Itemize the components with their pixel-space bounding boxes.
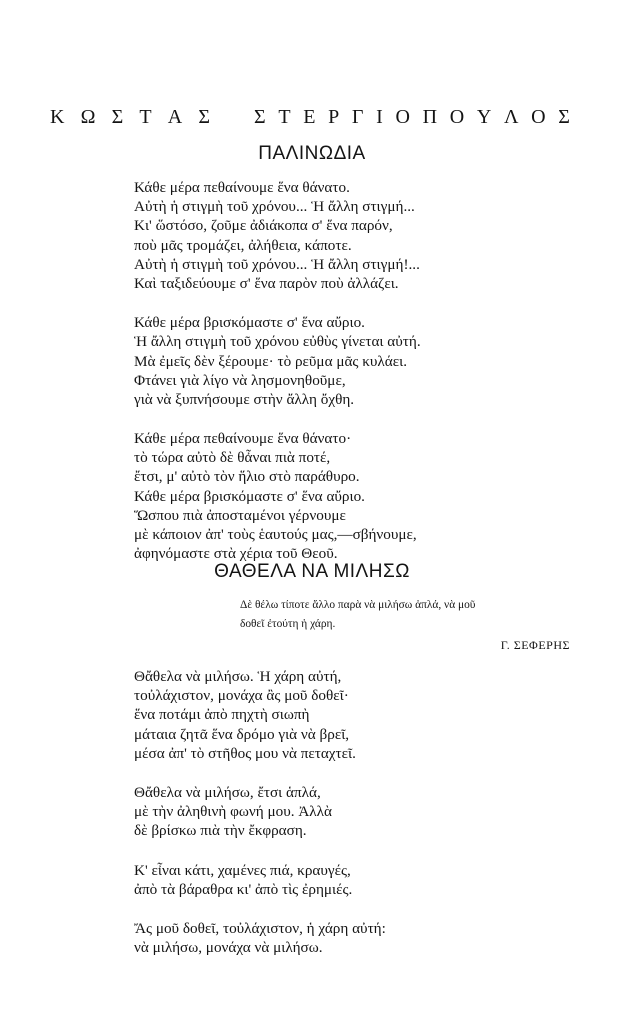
stanza-gap	[134, 899, 386, 919]
poem-line: Ἡ ἄλλη στιγμὴ τοῦ χρόνου εὐθὺς γίνεται αὐτή.	[134, 333, 421, 351]
poem-line: Μὰ ἐμεῖς δὲν ξέρουμε· τὸ ρεῦμα μᾶς κυλάει.	[134, 352, 407, 370]
stanza	[134, 861, 386, 899]
running-head-letter: Ι	[376, 106, 383, 128]
running-head-letter: Σ	[111, 106, 124, 128]
stanza-gap	[134, 841, 386, 861]
poem-line: Θἄθελα νὰ μιλήσω. Ἡ χάρη αὐτή,	[134, 668, 342, 685]
poem-line: ἀπὸ τὰ βάραθρα κι' ἀπὸ τὶς ἐρημιές.	[134, 880, 353, 898]
poem-line: Αὐτὴ ἡ στιγμὴ τοῦ χρόνου... Ἡ ἄλλη στιγμή...	[134, 198, 415, 216]
poem-line: μάταια ζητᾶ ἕνα δρόμο γιὰ νὰ βρεῖ,	[134, 725, 350, 743]
poem-line: Κάθε μέρα πεθαίνουμε ἕνα θάνατο.	[134, 179, 350, 196]
poem-line: ἀφηνόμαστε στὰ χέρια τοῦ Θεοῦ.	[134, 545, 338, 563]
running-head-letter: Λ	[503, 106, 519, 128]
running-head-letter: Ο	[449, 106, 465, 128]
running-head-letter: Σ	[254, 106, 266, 128]
stanza-gap	[134, 763, 386, 783]
poem-line: ἕνα ποτάμι ἀπὸ πηχτὴ σιωπὴ	[134, 706, 310, 724]
stanza-gap	[134, 409, 421, 429]
running-head-letter: Σ	[198, 106, 210, 128]
poem-line: Κάθε μέρα πεθαίνουμε ἕνα θάνατο·	[134, 430, 352, 448]
poem-title-thathela: ΘΑΘΕΛΑ ΝΑ ΜΙΛΗΣΩ	[214, 561, 410, 582]
poem-line: Ὥσπου πιὰ ἀποσταμένοι γέρνουμε	[134, 506, 346, 524]
running-head-letter: Ο	[531, 106, 546, 128]
poem-line: Κάθε μέρα βρισκόμαστε σ' ἕνα αὔριο.	[134, 487, 365, 505]
stanza	[134, 667, 386, 763]
epigraph	[240, 596, 570, 655]
poem-title-palinodia: ΠΑΛΙΝΩΔΙΑ	[258, 143, 366, 164]
poem-line: Κάθε μέρα βρισκόμαστε σ' ἕνα αὔριο.	[134, 314, 365, 332]
running-head-letter: Α	[167, 106, 183, 128]
poem-line: τοὐλάχιστον, μονάχα ἂς μοῦ δοθεῖ·	[134, 687, 349, 705]
stanza	[134, 429, 421, 563]
running-head-letter: Ο	[395, 106, 410, 128]
epigraph-author: Γ. ΣΕΦΕΡΗΣ	[500, 638, 570, 652]
author-last-name	[254, 106, 570, 129]
poem-line: Αὐτὴ ἡ στιγμὴ τοῦ χρόνου... Ἡ ἄλλη στιγμή!...	[134, 255, 420, 273]
poem-line: Καὶ ταξιδεύουμε σ' ἕνα παρὸν ποὺ ἀλλάζει.	[134, 274, 399, 292]
stanza	[134, 313, 421, 409]
running-head-letter: Κ	[50, 106, 65, 128]
epigraph-line: δοθεῖ ἐτούτη ἡ χάρη.	[240, 618, 336, 630]
poem-line: Φτάνει γιὰ λίγο νὰ λησμονηθοῦμε,	[134, 371, 346, 389]
running-head-letter: Υ	[476, 106, 492, 128]
poem-line: μέσα ἀπ' τὸ στῆθος μου νὰ πεταχτεῖ.	[134, 744, 356, 762]
poem-line: νὰ μιλήσω, μονάχα νὰ μιλήσω.	[134, 939, 323, 957]
poem-line: γιὰ νὰ ξυπνήσουμε στὴν ἄλλη ὄχθη.	[134, 390, 355, 408]
running-head-letter: Π	[422, 106, 438, 128]
running-head-letter: Τ	[139, 106, 152, 128]
poem-line: Κ' εἶναι κάτι, χαμένες πιά, κραυγές,	[134, 861, 351, 879]
poem-line: Θἄθελα νὰ μιλήσω, ἔτσι ἁπλά,	[134, 783, 321, 801]
poem-line: Ἄς μοῦ δοθεῖ, τοὐλάχιστον, ἡ χάρη αὐτή:	[134, 919, 386, 937]
poem-line: τὸ τώρα αὐτὸ δὲ θἆναι πιὰ ποτέ,	[134, 449, 331, 467]
stanza	[134, 783, 386, 841]
running-head-letter: Ρ	[328, 106, 340, 128]
poem-line: ποὺ μᾶς τρομάζει, ἀλήθεια, κάποτε.	[134, 236, 352, 254]
poem-body-palinodia	[134, 178, 421, 563]
running-head-letter: Ω	[80, 106, 96, 128]
poem-line: Κι' ὥστόσο, ζοῦμε ἀδιάκοπα σ' ἕνα παρόν,	[134, 217, 393, 235]
running-head-letter: Γ	[351, 106, 364, 128]
stanza	[134, 919, 386, 957]
author-first-name	[50, 106, 210, 129]
stanza	[134, 178, 421, 293]
poem-line: μὲ κάποιον ἀπ' τοὺς ἑαυτούς μας,—σβήνουμε,	[134, 526, 417, 543]
running-head-letter: Σ	[558, 106, 570, 128]
poem-line: δὲ βρίσκω πιὰ τὴν ἔκφραση.	[134, 822, 307, 840]
running-head-letter: Ε	[303, 106, 316, 128]
poem-line: μὲ τὴν ἀληθινὴ φωνή μου. Ἀλλὰ	[134, 803, 332, 821]
running-head-letter: Τ	[278, 106, 291, 128]
poem-body-thathela	[134, 667, 386, 957]
stanza-gap	[134, 293, 421, 313]
epigraph-line: Δὲ θέλω τίποτε ἄλλο παρὰ νὰ μιλήσω ἁπλά, νὰ μοῦ	[240, 599, 476, 611]
poem-line: ἔτσι, μ' αὐτὸ τὸν ἥλιο στὸ παράθυρο.	[134, 468, 360, 486]
running-head-author	[50, 106, 570, 129]
